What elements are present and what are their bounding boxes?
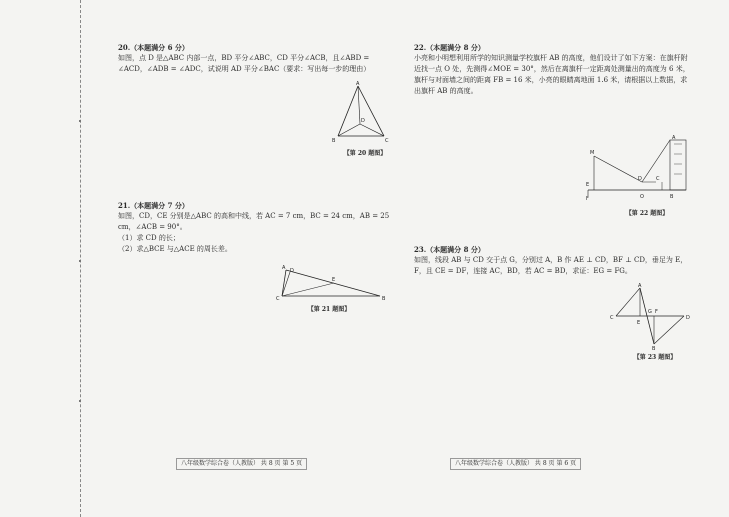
question-21-heading: 21.（本题满分 7 分）: [118, 201, 189, 210]
binding-dashed-line: [80, 0, 81, 517]
fig20-label-a: A: [356, 81, 360, 87]
scan-speck: [79, 260, 81, 262]
fig23-label-d: D: [686, 315, 690, 321]
fig20-label-c: C: [385, 138, 389, 144]
fig22-label-o: O: [640, 194, 644, 200]
question-21-part-2: （2）求△BCE 与△ACE 的周长差。: [118, 245, 232, 253]
fig20-label-d: D: [361, 118, 365, 124]
question-23-text: 如图，线段 AB 与 CD 交于点 G，分别过 A，B 作 AE ⊥ CD，BF ⊥ CD，垂足为 E，F，且 CE = DF，连接 AC，BD，若 AC = BD，求证：EG = FG。: [414, 256, 688, 275]
question-23: [414, 244, 692, 277]
fig20-label-b: B: [332, 138, 336, 144]
fig22-label-f: F: [586, 196, 589, 202]
fig22-label-d: D: [638, 176, 642, 182]
footer-right-page: 八年级数学综合卷（人教版） 共 8 页 第 6 页: [450, 458, 581, 470]
figure-22: [586, 134, 690, 206]
figure-23: [608, 282, 692, 350]
fig21-label-c: C: [276, 296, 280, 302]
figure-20: [330, 80, 392, 144]
fig22-label-b: B: [670, 194, 674, 200]
question-22: [414, 42, 692, 97]
question-20-text: 如图，点 D 是△ABC 内部一点，BD 平分∠ABC，CD 平分∠ACB，且∠ABD = ∠ACD，∠ADB = ∠ADC，试说明 AD 平分∠BAC（要求：写出每一步的理由）: [118, 54, 371, 73]
fig22-label-c: C: [656, 176, 660, 182]
question-20: [118, 42, 386, 75]
figure-21: [276, 262, 390, 302]
fig21-label-d: D: [290, 268, 294, 274]
fig23-label-c: C: [610, 315, 614, 321]
figure-22-caption: 【第 22 题图】: [625, 210, 669, 217]
figure-23-caption: 【第 23 题图】: [633, 354, 677, 361]
fig23-label-a: A: [638, 283, 642, 289]
question-22-text: 小亮和小明想利用所学的知识测量学校旗杆 AB 的高度，他们设计了如下方案：在旗杆附近找一点 O 处，先测得∠MOE = 30°，然后在离旗杆一定距离处测量出的高度为 6 米，旗杆与对面墙之间的距离 FB = 16 米，小亮的眼睛离地面 1.6 米，请根据以上数据，求出旗杆 AB 的高度。: [414, 54, 690, 95]
figure-21-caption: 【第 21 题图】: [307, 306, 351, 313]
fig22-label-e: E: [586, 182, 590, 188]
fig22-label-a: A: [672, 135, 676, 141]
fig21-label-b: B: [382, 296, 386, 302]
fig23-label-f: F: [655, 309, 658, 315]
question-23-heading: 23.（本题满分 8 分）: [414, 245, 485, 254]
question-21: [118, 200, 390, 255]
scan-speck: [79, 120, 81, 122]
fig21-label-a: A: [282, 265, 286, 271]
fig23-label-e: E: [637, 320, 641, 326]
figure-20-caption: 【第 20 题图】: [343, 150, 387, 157]
fig22-label-m: M: [590, 150, 595, 156]
fig23-label-g: G: [648, 309, 652, 315]
question-20-heading: 20.（本题满分 6 分）: [118, 43, 189, 52]
question-21-text: 如图，CD，CE 分别是△ABC 的高和中线，若 AC = 7 cm，BC = 24 cm，AB = 25 cm，∠ACB = 90°。: [118, 212, 390, 231]
question-21-part-1: （1）求 CD 的长；: [118, 234, 180, 242]
footer-left-page: 八年级数学综合卷（人教版） 共 8 页 第 5 页: [176, 458, 307, 470]
question-22-heading: 22.（本题满分 8 分）: [414, 43, 485, 52]
fig21-label-e: E: [332, 277, 336, 283]
fig23-label-b: B: [652, 346, 656, 350]
scan-speck: [79, 400, 81, 402]
